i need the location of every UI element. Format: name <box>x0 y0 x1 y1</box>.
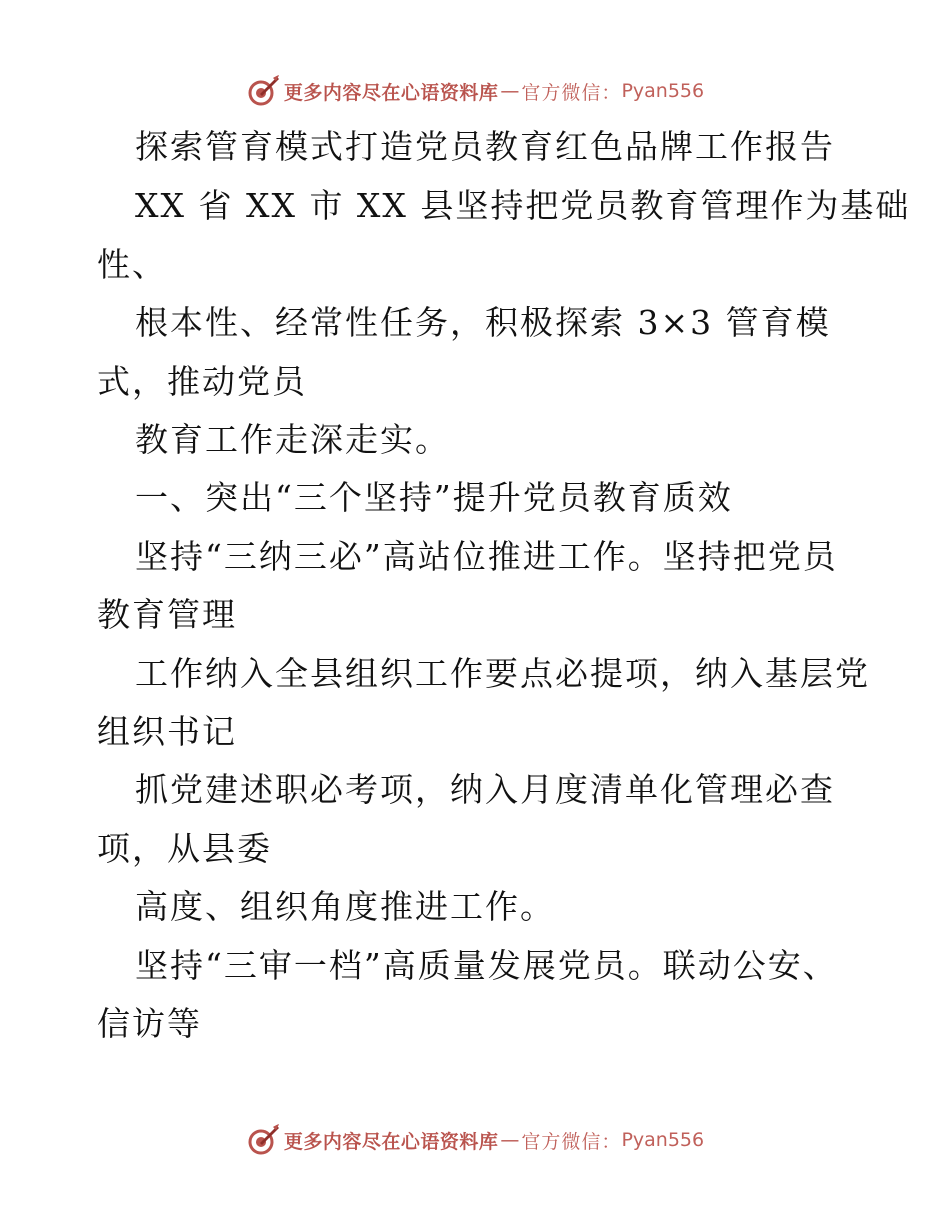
watermark-brand: 更多内容尽在心语资料库 <box>283 1130 499 1153</box>
watermark-wechat-label: 官方微信： <box>521 81 622 104</box>
watermark-wechat-label: 官方微信： <box>521 1130 622 1153</box>
body-line: 教育工作走深走实。 <box>135 420 450 459</box>
body-line: 性、 <box>97 245 167 284</box>
body-line: 式，推动党员 <box>97 362 307 401</box>
watermark-wechat-id: Pyan556 <box>621 1129 705 1151</box>
document-title: 探索管育模式打造党员教育红色品牌工作报告 <box>135 127 835 166</box>
body-line: 工作纳入全县组织工作要点必提项，纳入基层党 <box>135 654 870 693</box>
section-heading: 一、突出“三个坚持”提升党员教育质效 <box>135 478 733 517</box>
body-line: 组织书记 <box>97 712 237 751</box>
red-quill-pen-icon <box>246 74 280 108</box>
footer-watermark <box>0 1120 950 1160</box>
watermark-wechat-id: Pyan556 <box>621 80 705 102</box>
body-line: 项，从县委 <box>97 829 272 868</box>
watermark-separator: — <box>500 1129 520 1151</box>
body-line: 根本性、经常性任务，积极探索 3×3 管育模 <box>135 303 831 342</box>
body-line: 教育管理 <box>97 595 237 634</box>
body-line: 信访等 <box>97 1004 202 1043</box>
body-line: 坚持“三纳三必”高站位推进工作。坚持把党员 <box>135 537 838 576</box>
body-line: XX 省 XX 市 XX 县坚持把党员教育管理作为基础 <box>135 186 911 225</box>
body-line: 坚持“三审一档”高质量发展党员。联动公安、 <box>135 946 838 985</box>
body-line: 抓党建述职必考项，纳入月度清单化管理必查 <box>135 770 835 809</box>
red-quill-pen-icon <box>246 1123 280 1157</box>
watermark-brand: 更多内容尽在心语资料库 <box>283 81 499 104</box>
body-line: 高度、组织角度推进工作。 <box>135 887 555 926</box>
header-watermark <box>0 71 950 111</box>
watermark-separator: — <box>500 80 520 102</box>
